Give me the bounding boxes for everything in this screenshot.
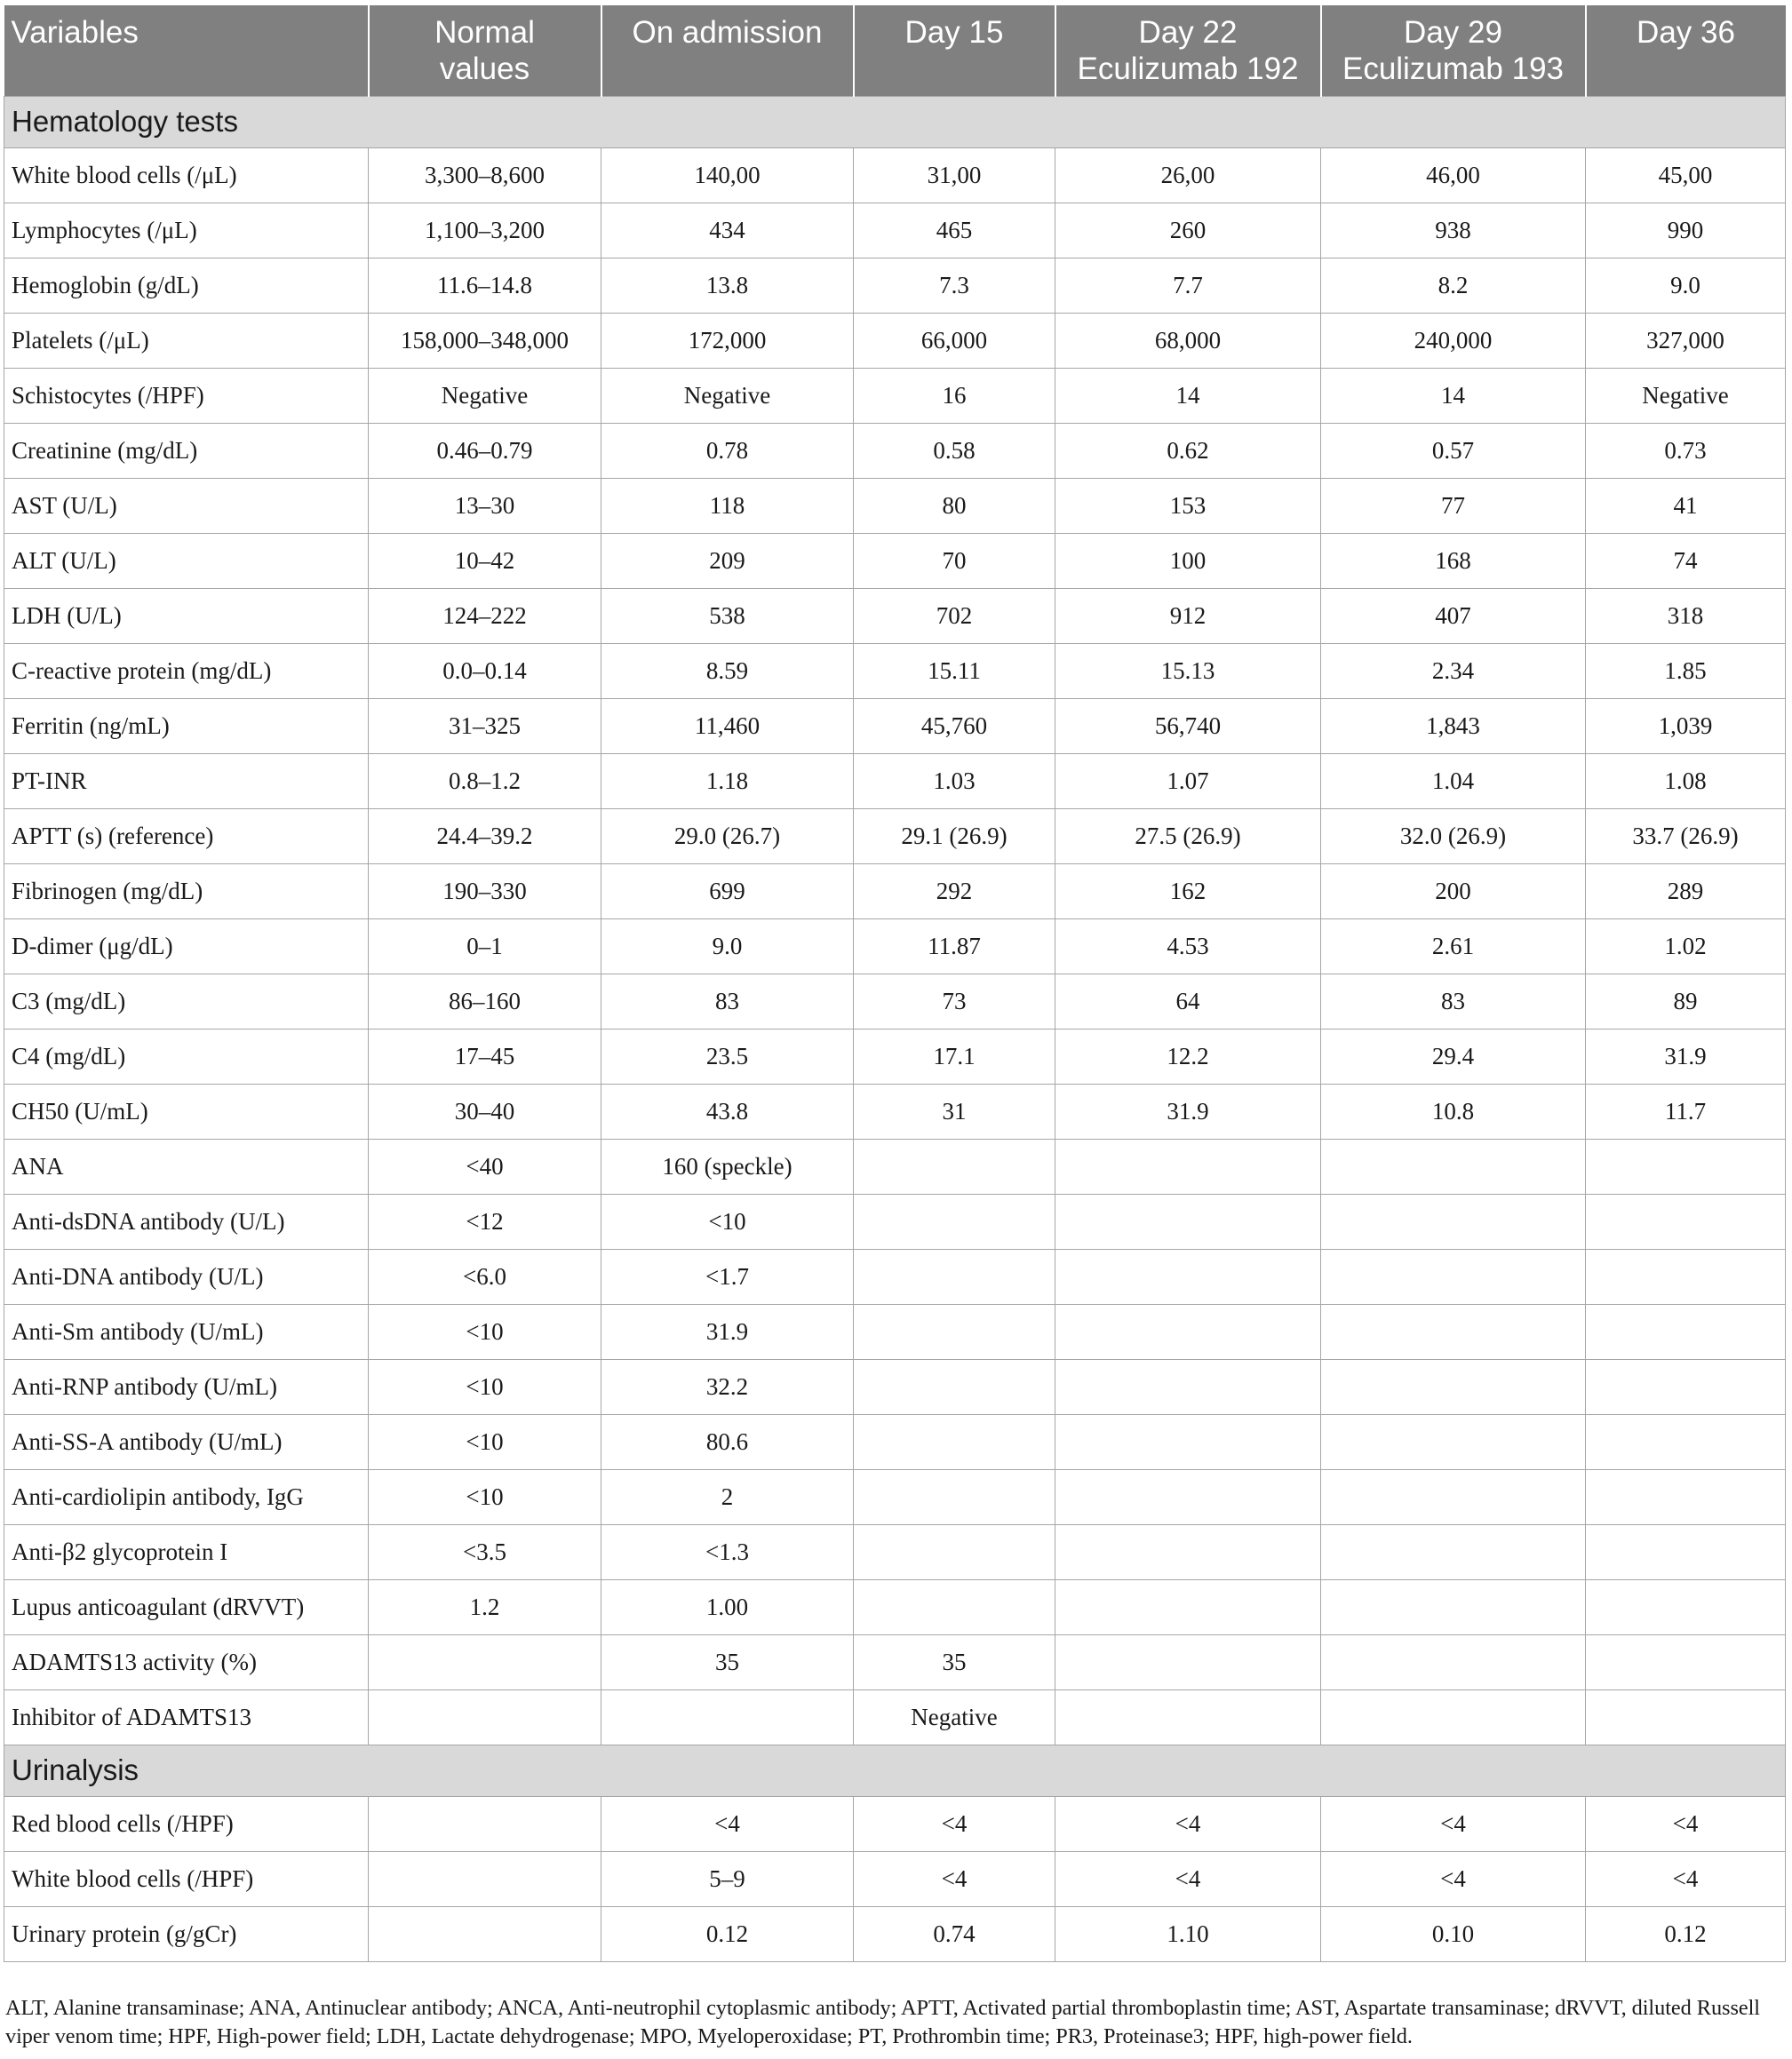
table-cell: [1055, 1139, 1321, 1194]
table-cell: 538: [601, 588, 854, 643]
table-cell: 14: [1055, 368, 1321, 423]
table-cell: [1586, 1689, 1786, 1745]
table-cell: 260: [1055, 203, 1321, 258]
table-cell: 7.7: [1055, 258, 1321, 313]
table-cell: 1.00: [601, 1579, 854, 1634]
table-cell: 45,00: [1586, 147, 1786, 203]
table-cell: <10: [369, 1469, 601, 1524]
table-cell: 3,300–8,600: [369, 147, 601, 203]
table-cell: 32.2: [601, 1359, 854, 1414]
column-header-variables: [4, 5, 369, 96]
table-cell: [1321, 1139, 1586, 1194]
table-cell: 29.4: [1321, 1029, 1586, 1084]
table-cell: 68,000: [1055, 313, 1321, 368]
table-cell: 77: [1321, 478, 1586, 533]
table-cell: [1055, 1689, 1321, 1745]
table-cell: 0.46–0.79: [369, 423, 601, 478]
row-variable-label: D-dimer (μg/dL): [4, 918, 369, 974]
table-cell: [369, 1689, 601, 1745]
table-cell: <4: [1055, 1796, 1321, 1851]
table-cell: 27.5 (26.9): [1055, 808, 1321, 863]
table-cell: <40: [369, 1139, 601, 1194]
table-cell: <10: [369, 1414, 601, 1469]
table-cell: 1.02: [1586, 918, 1786, 974]
table-cell: [1586, 1249, 1786, 1304]
table-cell: 0.58: [854, 423, 1055, 478]
table-cell: 5–9: [601, 1851, 854, 1906]
table-cell: [1055, 1194, 1321, 1249]
row-variable-label: Ferritin (ng/mL): [4, 698, 369, 753]
table-cell: 140,00: [601, 147, 854, 203]
table-row: [4, 1139, 1786, 1194]
row-variable-label: ADAMTS13 activity (%): [4, 1634, 369, 1689]
table-cell: [1586, 1469, 1786, 1524]
table-cell: 153: [1055, 478, 1321, 533]
row-variable-label: CH50 (U/mL): [4, 1084, 369, 1139]
table-cell: 327,000: [1586, 313, 1786, 368]
row-variable-label: Red blood cells (/HPF): [4, 1796, 369, 1851]
table-cell: <6.0: [369, 1249, 601, 1304]
table-row: [4, 918, 1786, 974]
table-cell: [1321, 1634, 1586, 1689]
table-cell: 1.08: [1586, 753, 1786, 808]
table-cell: 2.61: [1321, 918, 1586, 974]
table-cell: [1321, 1689, 1586, 1745]
table-cell: <10: [369, 1304, 601, 1359]
table-cell: [854, 1469, 1055, 1524]
table-cell: 100: [1055, 533, 1321, 588]
row-variable-label: ANA: [4, 1139, 369, 1194]
table-cell: 45,760: [854, 698, 1055, 753]
row-variable-label: Schistocytes (/HPF): [4, 368, 369, 423]
table-cell: 43.8: [601, 1084, 854, 1139]
table-cell: 32.0 (26.9): [1321, 808, 1586, 863]
table-cell: 31.9: [1586, 1029, 1786, 1084]
table-cell: 31.9: [1055, 1084, 1321, 1139]
table-row: [4, 1029, 1786, 1084]
table-row: [4, 1194, 1786, 1249]
table-cell: 10–42: [369, 533, 601, 588]
table-cell: 31–325: [369, 698, 601, 753]
table-cell: <3.5: [369, 1524, 601, 1579]
table-cell: 162: [1055, 863, 1321, 918]
table-cell: Negative: [369, 368, 601, 423]
table-cell: 1.03: [854, 753, 1055, 808]
column-header-day-29: [1321, 5, 1586, 96]
table-cell: 0.57: [1321, 423, 1586, 478]
table-cell: 29.1 (26.9): [854, 808, 1055, 863]
table-row: [4, 1084, 1786, 1139]
table-row: [4, 1796, 1786, 1851]
row-variable-label: PT-INR: [4, 753, 369, 808]
table-cell: 0.73: [1586, 423, 1786, 478]
table-cell: [854, 1579, 1055, 1634]
table-cell: 86–160: [369, 974, 601, 1029]
table-cell: 12.2: [1055, 1029, 1321, 1084]
table-cell: 83: [1321, 974, 1586, 1029]
row-variable-label: AST (U/L): [4, 478, 369, 533]
table-cell: 938: [1321, 203, 1586, 258]
table-cell: 318: [1586, 588, 1786, 643]
table-row: [4, 1249, 1786, 1304]
table-cell: <4: [601, 1796, 854, 1851]
table-cell: 912: [1055, 588, 1321, 643]
table-cell: <1.7: [601, 1249, 854, 1304]
table-cell: [369, 1851, 601, 1906]
table-cell: 1.10: [1055, 1906, 1321, 1961]
header-row: [4, 5, 1786, 96]
table-cell: [1586, 1524, 1786, 1579]
table-cell: 0.12: [1586, 1906, 1786, 1961]
table-row: [4, 1906, 1786, 1961]
row-variable-label: Anti-β2 glycoprotein I: [4, 1524, 369, 1579]
table-cell: Negative: [854, 1689, 1055, 1745]
row-variable-label: Anti-dsDNA antibody (U/L): [4, 1194, 369, 1249]
table-row: [4, 863, 1786, 918]
table-row: [4, 1414, 1786, 1469]
table-cell: 14: [1321, 368, 1586, 423]
column-header-line1: On admission: [632, 15, 823, 50]
table-cell: 2.34: [1321, 643, 1586, 698]
row-variable-label: Lupus anticoagulant (dRVVT): [4, 1579, 369, 1634]
table-cell: 11.87: [854, 918, 1055, 974]
table-cell: 24.4–39.2: [369, 808, 601, 863]
section-header-row: [4, 96, 1786, 147]
table-cell: <4: [1586, 1851, 1786, 1906]
table-cell: 1.2: [369, 1579, 601, 1634]
table-cell: [854, 1249, 1055, 1304]
table-cell: 240,000: [1321, 313, 1586, 368]
table-cell: 29.0 (26.7): [601, 808, 854, 863]
table-cell: <4: [1586, 1796, 1786, 1851]
table-cell: 292: [854, 863, 1055, 918]
table-cell: 73: [854, 974, 1055, 1029]
table-row: [4, 698, 1786, 753]
row-variable-label: C-reactive protein (mg/dL): [4, 643, 369, 698]
table-cell: 160 (speckle): [601, 1139, 854, 1194]
table-cell: 465: [854, 203, 1055, 258]
table-cell: 31: [854, 1084, 1055, 1139]
table-cell: [1055, 1359, 1321, 1414]
column-header-line1: Day 36: [1637, 15, 1735, 50]
column-header-day-15: [854, 5, 1055, 96]
table-cell: 209: [601, 533, 854, 588]
table-cell: [854, 1304, 1055, 1359]
table-row: [4, 533, 1786, 588]
table-cell: 702: [854, 588, 1055, 643]
row-variable-label: Hemoglobin (g/dL): [4, 258, 369, 313]
table-cell: 190–330: [369, 863, 601, 918]
table-cell: [1586, 1304, 1786, 1359]
table-cell: Negative: [1586, 368, 1786, 423]
table-cell: 26,00: [1055, 147, 1321, 203]
table-cell: [854, 1414, 1055, 1469]
table-cell: 15.13: [1055, 643, 1321, 698]
table-cell: 35: [601, 1634, 854, 1689]
table-row: [4, 1634, 1786, 1689]
table-cell: 8.59: [601, 643, 854, 698]
table-cell: 9.0: [601, 918, 854, 974]
table-cell: 17–45: [369, 1029, 601, 1084]
table-cell: 11,460: [601, 698, 854, 753]
table-cell: [1321, 1249, 1586, 1304]
table-cell: 8.2: [1321, 258, 1586, 313]
table-cell: <10: [369, 1359, 601, 1414]
column-header-normal-values: [369, 5, 601, 96]
section-title: Urinalysis: [4, 1745, 1786, 1796]
table-cell: 56,740: [1055, 698, 1321, 753]
table-cell: [1055, 1579, 1321, 1634]
table-cell: 0.8–1.2: [369, 753, 601, 808]
row-variable-label: Fibrinogen (mg/dL): [4, 863, 369, 918]
table-cell: 66,000: [854, 313, 1055, 368]
row-variable-label: LDH (U/L): [4, 588, 369, 643]
table-cell: <4: [854, 1796, 1055, 1851]
table-cell: [1055, 1469, 1321, 1524]
column-header-line2: values: [439, 52, 530, 86]
table-row: [4, 808, 1786, 863]
table-cell: 15.11: [854, 643, 1055, 698]
table-row: [4, 1851, 1786, 1906]
table-cell: 172,000: [601, 313, 854, 368]
table-row: [4, 1579, 1786, 1634]
column-header-line1: Normal: [434, 15, 535, 50]
table-cell: <12: [369, 1194, 601, 1249]
table-cell: 1.85: [1586, 643, 1786, 698]
table-cell: 10.8: [1321, 1084, 1586, 1139]
table-row: [4, 1469, 1786, 1524]
section-header-row: [4, 1745, 1786, 1796]
table-cell: [1321, 1359, 1586, 1414]
table-cell: 64: [1055, 974, 1321, 1029]
table-cell: 1,039: [1586, 698, 1786, 753]
table-cell: 158,000–348,000: [369, 313, 601, 368]
row-variable-label: Urinary protein (g/gCr): [4, 1906, 369, 1961]
row-variable-label: Platelets (/μL): [4, 313, 369, 368]
table-cell: <4: [1321, 1851, 1586, 1906]
table-cell: [854, 1194, 1055, 1249]
table-cell: 407: [1321, 588, 1586, 643]
column-header-line2: Eculizumab 192: [1077, 52, 1299, 86]
table-cell: 16: [854, 368, 1055, 423]
table-cell: 31,00: [854, 147, 1055, 203]
table-cell: 17.1: [854, 1029, 1055, 1084]
table-cell: [369, 1796, 601, 1851]
table-cell: 35: [854, 1634, 1055, 1689]
table-row: [4, 423, 1786, 478]
table-row: [4, 203, 1786, 258]
table-cell: <1.3: [601, 1524, 854, 1579]
table-cell: 13–30: [369, 478, 601, 533]
table-cell: [1586, 1579, 1786, 1634]
table-body: [4, 96, 1786, 1961]
table-cell: 699: [601, 863, 854, 918]
row-variable-label: ALT (U/L): [4, 533, 369, 588]
table-row: [4, 147, 1786, 203]
table-cell: 434: [601, 203, 854, 258]
table-cell: 0–1: [369, 918, 601, 974]
table-cell: 289: [1586, 863, 1786, 918]
row-variable-label: Anti-Sm antibody (U/mL): [4, 1304, 369, 1359]
row-variable-label: C3 (mg/dL): [4, 974, 369, 1029]
table-cell: 89: [1586, 974, 1786, 1029]
table-cell: [1055, 1634, 1321, 1689]
table-cell: [1321, 1579, 1586, 1634]
table-cell: 2: [601, 1469, 854, 1524]
table-header: [4, 5, 1786, 96]
column-header-line1: Day 29: [1404, 15, 1502, 50]
table-cell: 7.3: [854, 258, 1055, 313]
row-variable-label: Lymphocytes (/μL): [4, 203, 369, 258]
table-row: [4, 1304, 1786, 1359]
table-cell: 83: [601, 974, 854, 1029]
row-variable-label: Inhibitor of ADAMTS13: [4, 1689, 369, 1745]
table-cell: 0.12: [601, 1906, 854, 1961]
column-header-line2: Eculizumab 193: [1342, 52, 1565, 86]
table-cell: [854, 1524, 1055, 1579]
table-cell: 0.78: [601, 423, 854, 478]
table-cell: 13.8: [601, 258, 854, 313]
table-row: [4, 1689, 1786, 1745]
table-cell: 1.18: [601, 753, 854, 808]
column-header-line1: Variables: [11, 15, 139, 50]
table-cell: 11.6–14.8: [369, 258, 601, 313]
table-cell: 168: [1321, 533, 1586, 588]
table-cell: Negative: [601, 368, 854, 423]
table-cell: 46,00: [1321, 147, 1586, 203]
table-cell: <4: [854, 1851, 1055, 1906]
table-cell: 11.7: [1586, 1084, 1786, 1139]
row-variable-label: White blood cells (/HPF): [4, 1851, 369, 1906]
table-row: [4, 478, 1786, 533]
table-cell: 0.0–0.14: [369, 643, 601, 698]
table-cell: [369, 1634, 601, 1689]
table-cell: 0.62: [1055, 423, 1321, 478]
column-header-on-admission: [601, 5, 854, 96]
table-row: [4, 643, 1786, 698]
table-cell: [1586, 1359, 1786, 1414]
table-cell: 124–222: [369, 588, 601, 643]
table-cell: [854, 1139, 1055, 1194]
table-cell: [1586, 1414, 1786, 1469]
table-cell: [1321, 1194, 1586, 1249]
table-cell: [854, 1359, 1055, 1414]
table-cell: [1055, 1304, 1321, 1359]
table-cell: 1,843: [1321, 698, 1586, 753]
table-cell: [369, 1906, 601, 1961]
table-cell: 1.04: [1321, 753, 1586, 808]
table-cell: [1586, 1194, 1786, 1249]
table-cell: <4: [1321, 1796, 1586, 1851]
table-row: [4, 588, 1786, 643]
row-variable-label: Anti-cardiolipin antibody, IgG: [4, 1469, 369, 1524]
column-header-line1: Day 22: [1138, 15, 1238, 50]
column-header-line1: Day 15: [904, 15, 1004, 50]
table-footnote: ALT, Alanine transaminase; ANA, Antinuclear antibody; ANCA, Anti-neutrophil cytoplasmic antibody; APTT, Activated partial thromboplastin time; AST, Aspartate transaminase; dRVVT, diluted Russell viper venom time; HPF, High-power field; LDH, Lactate dehydrogenase; MPO, Myeloperoxidase; PT, Prothrombin time; PR3, Proteinase3; HPF, high-power field.: [5, 1996, 1760, 2048]
row-variable-label: White blood cells (/μL): [4, 147, 369, 203]
table-cell: 23.5: [601, 1029, 854, 1084]
table-cell: 31.9: [601, 1304, 854, 1359]
table-cell: 41: [1586, 478, 1786, 533]
table-cell: 1,100–3,200: [369, 203, 601, 258]
table-cell: 200: [1321, 863, 1586, 918]
table-cell: <4: [1055, 1851, 1321, 1906]
table-cell: [1586, 1634, 1786, 1689]
row-variable-label: Anti-SS-A antibody (U/mL): [4, 1414, 369, 1469]
table-row: [4, 1524, 1786, 1579]
table-cell: <10: [601, 1194, 854, 1249]
row-variable-label: C4 (mg/dL): [4, 1029, 369, 1084]
table-cell: 1.07: [1055, 753, 1321, 808]
lab-results-table: [4, 5, 1786, 1962]
table-row: [4, 753, 1786, 808]
table-cell: [1321, 1414, 1586, 1469]
row-variable-label: APTT (s) (reference): [4, 808, 369, 863]
table-row: [4, 1359, 1786, 1414]
row-variable-label: Anti-RNP antibody (U/mL): [4, 1359, 369, 1414]
table-cell: [1321, 1524, 1586, 1579]
table-cell: 80: [854, 478, 1055, 533]
table-cell: 118: [601, 478, 854, 533]
table-cell: 0.10: [1321, 1906, 1586, 1961]
row-variable-label: Anti-DNA antibody (U/L): [4, 1249, 369, 1304]
table-cell: [1055, 1249, 1321, 1304]
table-row: [4, 313, 1786, 368]
table-row: [4, 258, 1786, 313]
lab-results-table-container: [4, 5, 1785, 1962]
table-cell: [1055, 1524, 1321, 1579]
table-cell: 70: [854, 533, 1055, 588]
column-header-day-22: [1055, 5, 1321, 96]
table-cell: 30–40: [369, 1084, 601, 1139]
table-cell: [1055, 1414, 1321, 1469]
table-cell: 4.53: [1055, 918, 1321, 974]
row-variable-label: Creatinine (mg/dL): [4, 423, 369, 478]
table-row: [4, 368, 1786, 423]
table-cell: [601, 1689, 854, 1745]
table-cell: [1321, 1304, 1586, 1359]
table-cell: 74: [1586, 533, 1786, 588]
table-cell: [1586, 1139, 1786, 1194]
table-cell: 0.74: [854, 1906, 1055, 1961]
table-cell: 33.7 (26.9): [1586, 808, 1786, 863]
table-cell: 80.6: [601, 1414, 854, 1469]
column-header-day-36: [1586, 5, 1786, 96]
table-cell: [1321, 1469, 1586, 1524]
table-cell: 990: [1586, 203, 1786, 258]
section-title: Hematology tests: [4, 96, 1786, 147]
table-cell: 9.0: [1586, 258, 1786, 313]
table-row: [4, 974, 1786, 1029]
